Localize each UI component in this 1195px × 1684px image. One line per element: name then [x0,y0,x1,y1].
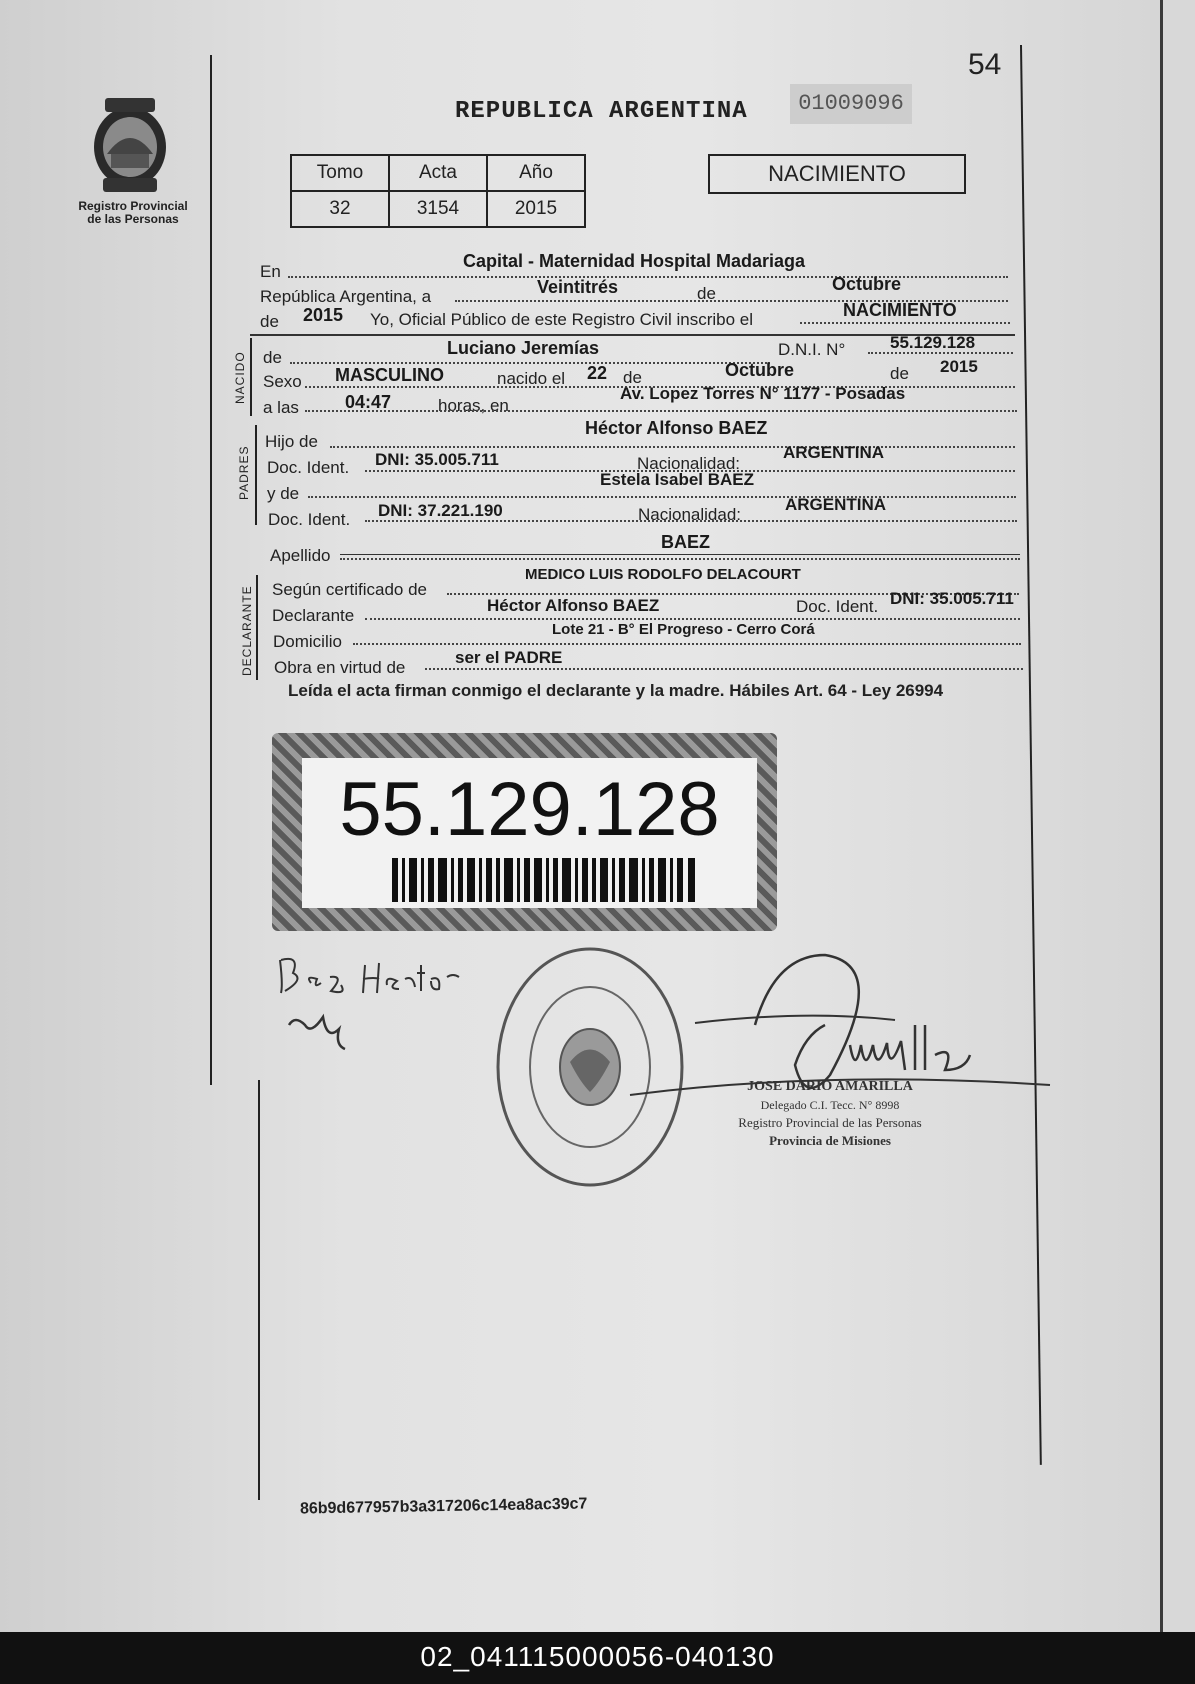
dotted-line [330,446,1015,448]
registry-header-row [291,155,585,191]
official-office: Registro Provincial de las Personas [738,1115,922,1130]
dotted-line [290,362,770,364]
year-value: 2015 [303,305,344,325]
hijo-de-label: Hijo de [265,432,318,451]
father-name-value: Héctor Alfonso BAEZ [585,418,768,438]
handwritten-signature [275,945,505,1055]
de-label: de [623,368,642,387]
de-label: de [890,364,909,383]
birth-day-value: 22 [587,363,608,383]
certificado-label: Según certificado de [272,580,427,599]
registry-value-row [291,191,585,227]
nacido-section-label: NACIDO [233,351,247,404]
de-label: de [260,312,279,331]
dotted-line [365,520,1017,522]
horas-en-label: horas, en [438,396,509,415]
child-name-value: Luciano Jeremías [447,338,600,358]
obra-label: Obra en virtud de [274,658,406,677]
logo-caption [68,200,198,226]
declarante-value: Héctor Alfonso BAEZ [487,596,660,615]
place-value: Capital - Maternidad Hospital Madariaga [463,251,806,271]
y-de-label: y de [267,484,300,503]
doc-ident-label: Doc. Ident. [796,597,879,616]
domicilio-label: Domicilio [273,632,342,651]
declarante-label: Declarante [272,606,355,625]
dotted-line [365,618,1020,620]
padres-section-label: PADRES [237,445,251,500]
official-name: JOSE DARIO AMARILLA [747,1079,913,1094]
section-bracket [256,575,258,680]
declarante-doc-value: DNI: 35.005.711 [890,589,1014,608]
doc-ident-label: Doc. Ident. [268,510,351,529]
dni-label: D.N.I. N° [778,340,846,359]
mother-nationality-value: ARGENTINA [785,495,887,514]
section-divider [340,554,1020,555]
official-province: Provincia de Misiones [769,1133,891,1148]
birth-time-value: 04:47 [345,392,392,412]
nacionalidad-label: Nacionalidad: [637,454,741,473]
child-dni-value: 55.129.128 [890,333,976,352]
en-label: En [260,262,281,281]
birth-place-value: Av. Lopez Torres N° 1177 - Posadas [620,384,906,403]
logo-caption-line: Registro Provincial [78,199,188,213]
official-role: Delegado C.I. Tecc. N° 8998 [760,1098,900,1112]
closing-note: Leída el acta firman conmigo el declarante y la madre. Hábiles Art. 64 - Ley 26994 [288,681,944,700]
dotted-line [308,496,1016,498]
document-hash: 86b9d677957b3a317206c14ea8ac39c7 [299,1495,588,1518]
registry-value: 2015 [487,191,585,227]
birth-month-value: Octubre [725,360,795,380]
alas-label: a las [263,398,299,417]
registry-value: 32 [291,191,389,227]
dotted-line [425,668,1023,670]
id-sticker [272,733,777,931]
official-stamp-text [705,1078,955,1150]
page-edge [1160,0,1195,1632]
section-bracket [255,425,257,525]
section-bracket [250,338,252,416]
record-type-box: NACIMIENTO [708,154,966,194]
apellido-label: Apellido [270,546,331,565]
document-title: REPUBLICA ARGENTINA [455,98,748,125]
dotted-line [305,410,1017,412]
barcode-icon [392,858,697,902]
declarante-section-label: DECLARANTE [240,585,254,676]
file-id-bar: 02_041115000056-040130 [0,1632,1195,1684]
domicilio-value: Lote 21 - B° El Progreso - Cerro Corá [552,621,815,638]
record-word-value: NACIMIENTO [843,300,957,320]
day-words-value: Veintitrés [537,277,619,297]
registry-table [290,154,586,228]
sexo-value: MASCULINO [335,365,444,385]
certificado-value: MEDICO LUIS RODOLFO DELACOURT [525,566,801,583]
de-label: de [263,348,282,367]
page-number: 54 [968,48,1002,81]
margin-rule-left-lower [258,1080,260,1500]
margin-rule-left [210,55,212,1085]
oficial-text: Yo, Oficial Público de este Registro Civil inscribo el [370,310,753,329]
registry-header: Acta [389,155,487,191]
obra-value: ser el PADRE [455,648,563,667]
dotted-line [353,643,1021,645]
mother-doc-value: DNI: 37.221.190 [378,501,503,520]
logo-caption-line: de las Personas [87,212,179,226]
month-value: Octubre [832,274,902,294]
registry-value: 3154 [389,191,487,227]
dotted-line [800,322,1010,324]
de-label: de [697,284,716,303]
registry-header: Año [487,155,585,191]
id-sticker-label [302,758,757,908]
doc-ident-label: Doc. Ident. [267,458,350,477]
apellido-value: BAEZ [661,532,710,552]
nacionalidad-label: Nacionalidad: [638,505,742,524]
id-sticker-number: 55.129.128 [339,767,720,852]
serial-number: 01009096 [790,84,912,124]
dotted-line [340,558,1020,560]
registry-header: Tomo [291,155,389,191]
birth-year-value: 2015 [940,357,978,376]
father-doc-value: DNI: 35.005.711 [375,450,499,469]
sexo-label: Sexo [263,372,302,391]
father-nationality-value: ARGENTINA [783,443,885,462]
province-emblem-icon [85,92,175,196]
nacido-el-label: nacido el [497,369,566,388]
mother-name-value: Estela Isabel BAEZ [600,470,755,489]
republica-label: República Argentina, a [260,287,432,306]
